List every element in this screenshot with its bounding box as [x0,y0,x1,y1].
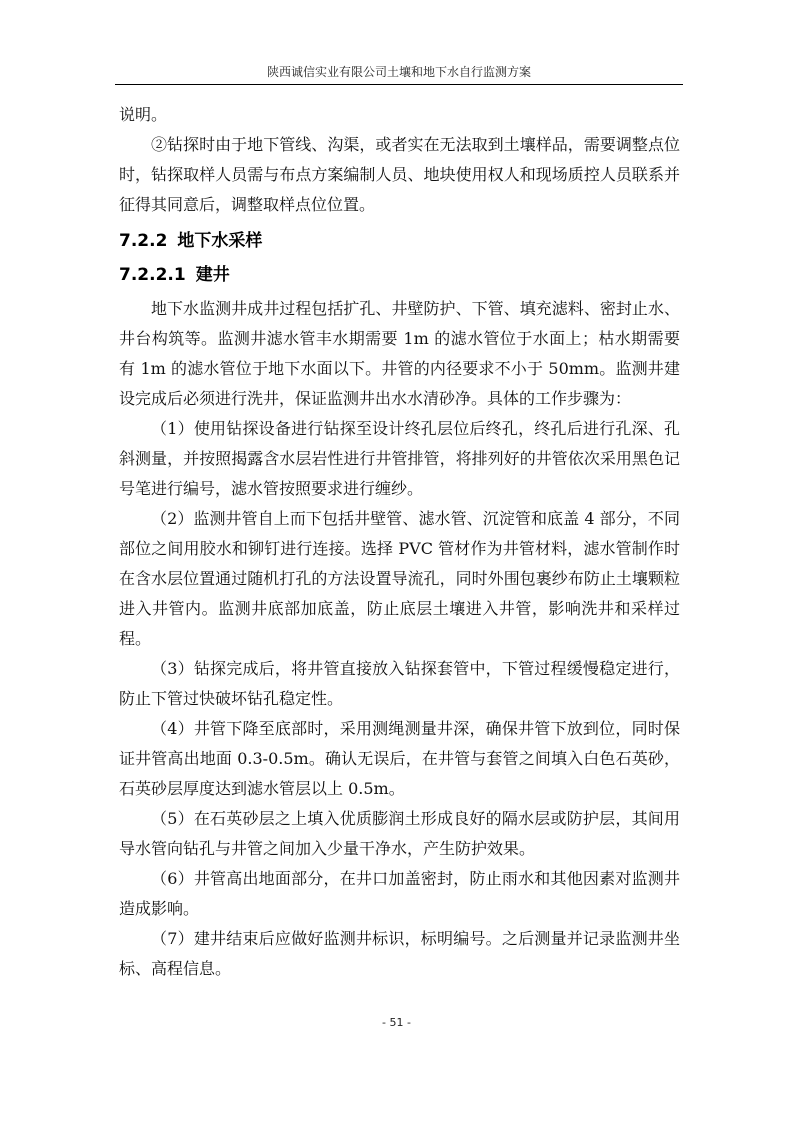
section-number: 7.2.2 [119,231,168,251]
step-paragraph-6: （6）井管高出地面部分，在井口加盖密封，防止雨水和其他因素对监测井造成影响。 [119,869,680,918]
step-paragraph-7: （7）建井结束后应做好监测井标识，标明编号。之后测量并记录监测井坐标、高程信息。 [119,929,680,978]
section-title: 地下水采样 [177,231,263,251]
intro-paragraph: 地下水监测井成井过程包括扩孔、井壁防护、下管、填充滤料、密封止水、井台构筑等。监测井滤水管丰水期需要 1m 的滤水管位于水面上；枯水期需要有 1m 的滤水管位于地下水面以下。井管的内径要求不小于 50mm。监测井建设完成后必须进行洗井，保证监测井出水水清砂净。具体的工作步骤为： [119,299,680,408]
section-heading-7-2-2 [119,224,680,258]
step-paragraph-3: （3）钻探完成后，将井管直接放入钻探套管中，下管过程缓慢稳定进行，防止下管过快破坏钻孔稳定性。 [119,659,680,708]
continued-paragraph: 说明。 [119,105,168,124]
step-paragraph-1: （1）使用钻探设备进行钻探至设计终孔层位后终孔，终孔后进行孔深、孔斜测量，并按照揭露含水层岩性进行井管排管，将排列好的井管依次采用黑色记号笔进行编号，滤水管按照要求进行缠纱。 [119,419,680,498]
subsection-number: 7.2.2.1 [119,265,186,285]
step-paragraph-4: （4）井管下降至底部时，采用测绳测量井深，确保井管下放到位，同时保证井管高出地面 0.3-0.5m。确认无误后，在井管与套管之间填入白色石英砂，石英砂层厚度达到滤水管层以上 0.5m。 [119,719,680,798]
note-paragraph: ②钻探时由于地下管线、沟渠，或者实在无法取到土壤样品，需要调整点位时，钻探取样人员需与布点方案编制人员、地块使用权人和现场质控人员联系并征得其同意后，调整取样点位位置。 [119,135,680,214]
header-rule [115,84,683,85]
body-text [119,100,680,984]
step-paragraph-5: （5）在石英砂层之上填入优质膨润土形成良好的隔水层或防护层，其间用导水管向钻孔与井管之间加入少量干净水，产生防护效果。 [119,809,680,858]
subsection-title: 建井 [195,265,230,285]
running-header: 陕西诚信实业有限公司土壤和地下水自行监测方案 [266,65,531,79]
page-number: - 51 - [382,1016,411,1029]
step-paragraph-2: （2）监测井管自上而下包括井壁管、滤水管、沉淀管和底盖 4 部分，不同部位之间用胶水和铆钉进行连接。选择 PVC 管材作为井管材料，滤水管制作时在含水层位置通过随机打孔的方法设置导流孔，同时外围包裹纱布防止土壤颗粒进入井管内。监测井底部加底盖，防止底层土壤进入井管，影响洗井和采样过程。 [119,509,680,648]
subsection-heading-7-2-2-1 [119,258,680,292]
